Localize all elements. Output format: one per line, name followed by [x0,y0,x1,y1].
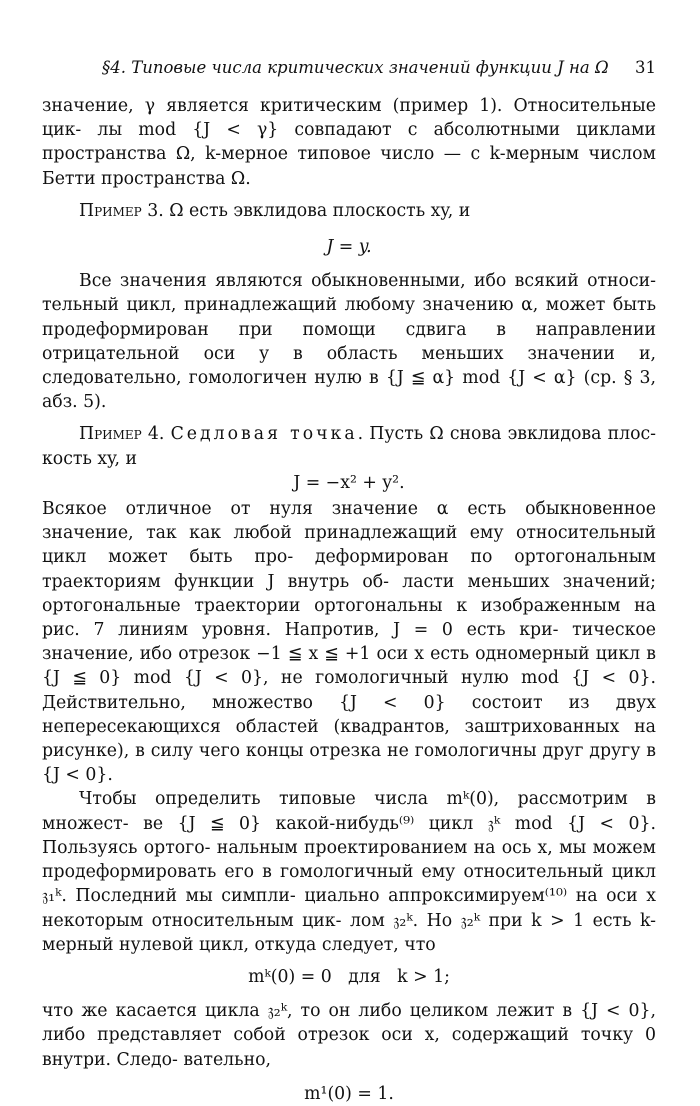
text-line: нальным проектированием на ось x, мы можем продеформировать его [42,837,656,883]
text-line: тельный цикл, принадлежащий любому значению α, может быть [42,295,656,316]
text-line: ве {J ≦ 0} какой-нибудь⁽⁹⁾ цикл 𝔷ᵏ mod {J < 0}. Пользуясь ортого- [42,813,656,858]
text-line: Все значения являются обыкновенными, ибо всякий относи- [79,271,656,292]
text-line: . Пусть Ω снова эвклидова плос- [357,424,656,445]
text-line: что же касается цикла 𝔷₂ᵏ, то он либо целиком лежит в {J < 0}, либо [42,1001,656,1046]
running-header [42,58,656,82]
text-line: как любой принадлежащий ему относительный цикл может быть про- [42,523,657,568]
example-3-label: Пример 3. [79,200,164,221]
formula-m1-one: m¹(0) = 1. [304,1083,394,1104]
example-4-title: Седловая точка [170,424,358,445]
formula-saddle: J = −x² + y². [293,472,405,493]
section-title: §4. Типовые числа критических значений функции J на Ω [102,58,609,77]
text-line: в {J ≦ α} mod {J < α} (ср. § 3, абз. 5). [42,368,656,413]
text-line: тическое значение, ибо отрезок −1 ≦ x ≦ +1 оси x есть одномерный [42,620,656,665]
paragraph-critical-value [42,497,656,787]
paragraph-ordinary-values [42,269,656,414]
text-line: продеформирован при помощи сдвига в направлении отрицательной [42,319,656,364]
text-line: кость xy, и [42,448,138,469]
text-line: представляет собой отрезок оси x, содержащий точку 0 внутри. Следо- [42,1025,656,1070]
formula-mk-zero: mᵏ(0) = 0 для k > 1; [248,966,450,987]
text-line: ласти меньших значений; ортогональные траектории ортогональны к [42,571,656,616]
text-line: деформирован по ортогональным траекториям функции J внутрь об- [42,547,656,592]
text-line: в гомологичный ему относительный цикл 𝔷₁ᵏ. Последний мы симпли- [42,862,656,907]
text-line: вательно, [183,1049,271,1070]
page-number: 31 [635,58,656,77]
paragraph-continuation [42,94,656,191]
text-line: что [404,934,436,955]
text-line: циально аппроксимируем⁽¹⁰⁾ на оси x некоторым относительным цик- [42,886,656,931]
example-3-statement [42,199,656,223]
text-line: значение, γ является критическим (пример 1). Относительные цик- [42,96,656,141]
text-line: Всякое отличное от нуля значение α есть обыкновенное значение, так [42,499,656,544]
page-body [42,94,656,1106]
paragraph-type-numbers [42,787,656,956]
text-line: изображенным на рис. 7 линиям уровня. Напротив, J = 0 есть кри- [42,595,656,641]
text-line: Действительно, множество {J < 0} состоит из двух непересекающихся [42,692,656,737]
text-line: областей (квадрантов, заштрихованных на рисунке), в силу чего концы [42,716,656,762]
paragraph-conclusion [42,999,656,1072]
text-line: оси y в область меньших значении и, следовательно, гомологичен нулю [42,343,656,389]
text-line: лом 𝔷₂ᵏ. Но 𝔷₂ᵏ при k > 1 есть k-мерный нулевой цикл, откуда следует, [42,910,656,955]
text-line: k-мерное типовое число — с k-мерным числом Бетти пространства Ω. [42,144,656,189]
formula-j-equals-y: J = y. [326,237,372,258]
text-line: Чтобы определить типовые числа mᵏ(0), рассмотрим в множест- [42,789,656,834]
example-3-text: Ω есть эвклидова плоскость xy, и [163,200,471,221]
text-line: цикл в {J ≦ 0} mod {J < 0}, не гомологичный нулю mod {J < 0}. [42,644,656,689]
text-line: лы mod {J < γ} совпадают с абсолютными циклами пространства Ω, [42,120,656,165]
example-4-statement [42,422,656,470]
example-4-label: Пример 4. [79,424,165,445]
text-line: отрезка не гомологичны друг другу в {J < 0}. [42,741,657,786]
